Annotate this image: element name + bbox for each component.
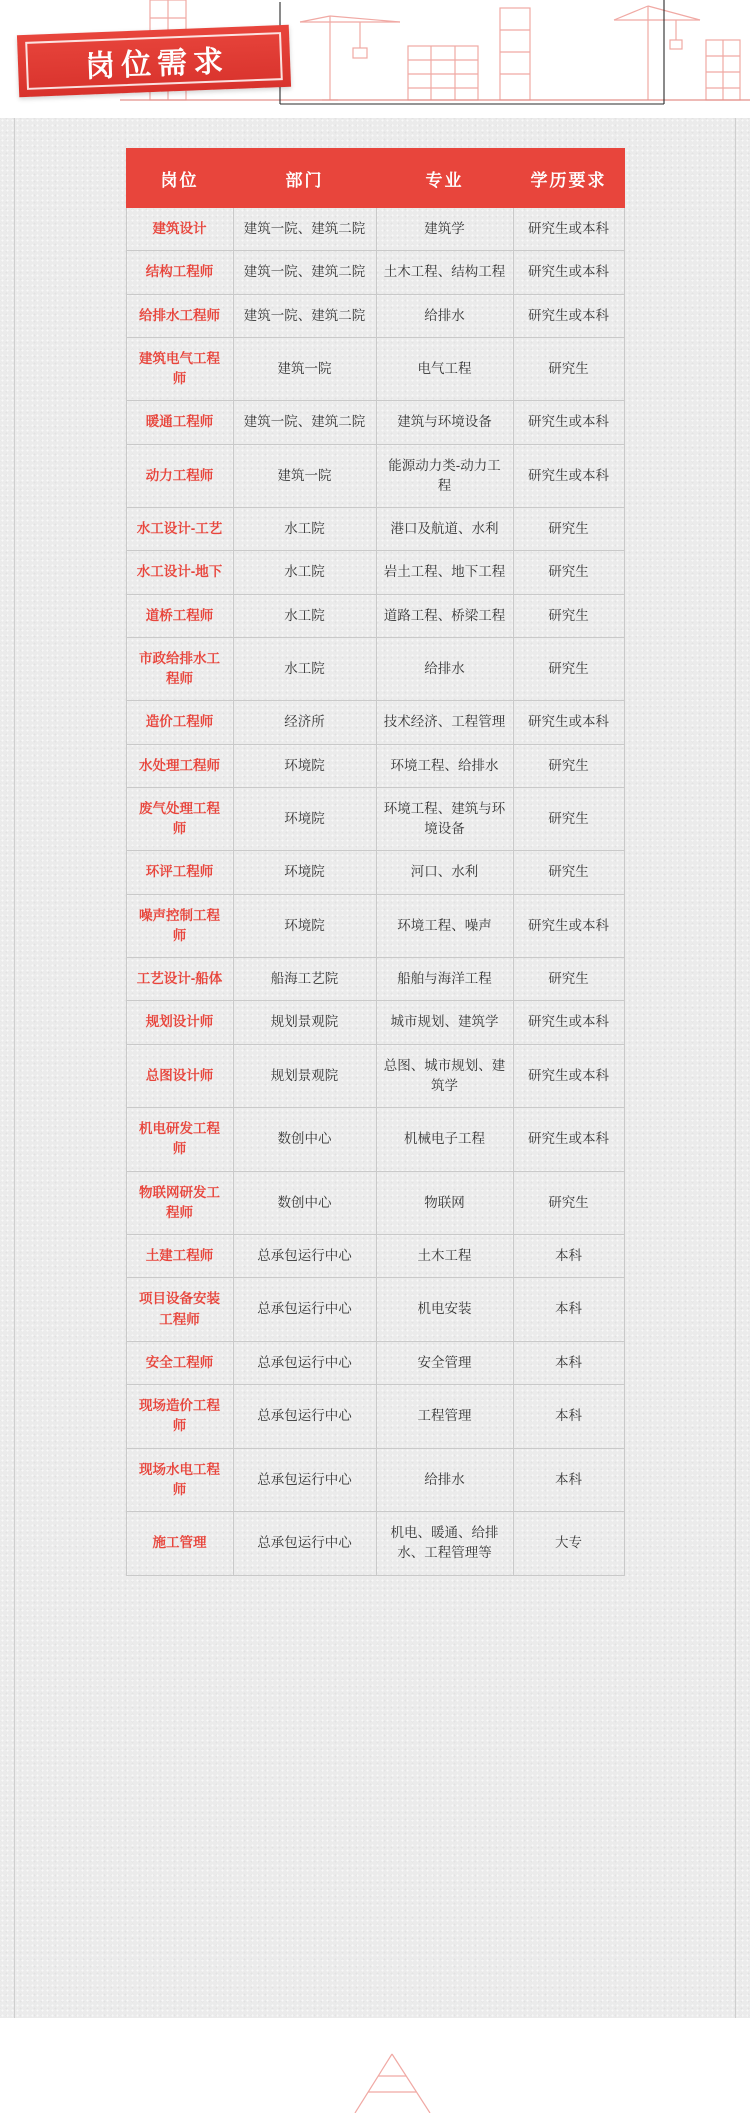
cell-post: 土建工程师 bbox=[126, 1235, 233, 1278]
cell-department: 环境院 bbox=[233, 894, 376, 958]
column-header-department: 部门 bbox=[233, 149, 376, 208]
cell-major: 环境工程、噪声 bbox=[376, 894, 513, 958]
cell-major: 土木工程 bbox=[376, 1235, 513, 1278]
right-rule-divider bbox=[735, 118, 736, 2018]
cell-post: 结构工程师 bbox=[126, 251, 233, 294]
cell-major: 安全管理 bbox=[376, 1341, 513, 1384]
cell-department: 水工院 bbox=[233, 594, 376, 637]
cell-department: 经济所 bbox=[233, 701, 376, 744]
cell-education: 研究生 bbox=[513, 551, 624, 594]
table-body bbox=[126, 208, 624, 1576]
cell-post: 废气处理工程师 bbox=[126, 787, 233, 851]
cell-education: 大专 bbox=[513, 1512, 624, 1576]
column-header-education: 学历要求 bbox=[513, 149, 624, 208]
cell-education: 研究生或本科 bbox=[513, 1044, 624, 1108]
cell-education: 本科 bbox=[513, 1278, 624, 1342]
cell-post: 造价工程师 bbox=[126, 701, 233, 744]
table-row bbox=[126, 1108, 624, 1172]
cell-education: 研究生或本科 bbox=[513, 701, 624, 744]
cell-education: 研究生 bbox=[513, 1171, 624, 1235]
footer-illustration-icon bbox=[0, 2018, 750, 2113]
header-decoration bbox=[0, 0, 750, 118]
cell-department: 数创中心 bbox=[233, 1108, 376, 1172]
cell-department: 总承包运行中心 bbox=[233, 1448, 376, 1512]
cell-department: 环境院 bbox=[233, 744, 376, 787]
cell-major: 总图、城市规划、建筑学 bbox=[376, 1044, 513, 1108]
table-row bbox=[126, 894, 624, 958]
cell-major: 环境工程、建筑与环境设备 bbox=[376, 787, 513, 851]
cell-major: 船舶与海洋工程 bbox=[376, 958, 513, 1001]
cell-department: 水工院 bbox=[233, 508, 376, 551]
footer-decoration bbox=[0, 2018, 750, 2113]
column-header-major: 专业 bbox=[376, 149, 513, 208]
cell-education: 本科 bbox=[513, 1235, 624, 1278]
cell-department: 建筑一院、建筑二院 bbox=[233, 294, 376, 337]
cell-department: 水工院 bbox=[233, 551, 376, 594]
cell-education: 研究生 bbox=[513, 508, 624, 551]
cell-post: 项目设备安装工程师 bbox=[126, 1278, 233, 1342]
cell-major: 给排水 bbox=[376, 294, 513, 337]
cell-post: 总图设计师 bbox=[126, 1044, 233, 1108]
table-row bbox=[126, 851, 624, 894]
cell-education: 研究生或本科 bbox=[513, 251, 624, 294]
cell-education: 研究生 bbox=[513, 851, 624, 894]
cell-education: 研究生 bbox=[513, 637, 624, 701]
cell-major: 建筑与环境设备 bbox=[376, 401, 513, 444]
cell-education: 研究生或本科 bbox=[513, 294, 624, 337]
table-row bbox=[126, 787, 624, 851]
cell-post: 现场水电工程师 bbox=[126, 1448, 233, 1512]
cell-department: 规划景观院 bbox=[233, 1001, 376, 1044]
cell-post: 安全工程师 bbox=[126, 1341, 233, 1384]
cell-major: 港口及航道、水利 bbox=[376, 508, 513, 551]
cell-major: 土木工程、结构工程 bbox=[376, 251, 513, 294]
cell-major: 技术经济、工程管理 bbox=[376, 701, 513, 744]
cell-education: 研究生或本科 bbox=[513, 401, 624, 444]
cell-post: 给排水工程师 bbox=[126, 294, 233, 337]
cell-department: 数创中心 bbox=[233, 1171, 376, 1235]
cell-major: 能源动力类-动力工程 bbox=[376, 444, 513, 508]
content-area bbox=[0, 118, 750, 2018]
table-row bbox=[126, 251, 624, 294]
cell-department: 环境院 bbox=[233, 851, 376, 894]
cell-post: 物联网研发工程师 bbox=[126, 1171, 233, 1235]
table-row bbox=[126, 1001, 624, 1044]
table-row bbox=[126, 208, 624, 251]
cell-department: 环境院 bbox=[233, 787, 376, 851]
table-row bbox=[126, 337, 624, 401]
table-row bbox=[126, 1512, 624, 1576]
cell-department: 总承包运行中心 bbox=[233, 1235, 376, 1278]
cell-post: 建筑设计 bbox=[126, 208, 233, 251]
cell-post: 道桥工程师 bbox=[126, 594, 233, 637]
table-row bbox=[126, 508, 624, 551]
cell-education: 研究生或本科 bbox=[513, 1108, 624, 1172]
job-requirements-table bbox=[126, 148, 625, 1576]
cell-education: 研究生 bbox=[513, 337, 624, 401]
table-row bbox=[126, 744, 624, 787]
table-row bbox=[126, 1044, 624, 1108]
cell-major: 给排水 bbox=[376, 637, 513, 701]
page-title: 岗位需求 bbox=[84, 45, 230, 84]
cell-education: 研究生或本科 bbox=[513, 894, 624, 958]
cell-education: 本科 bbox=[513, 1341, 624, 1384]
cell-major: 岩土工程、地下工程 bbox=[376, 551, 513, 594]
cell-education: 研究生 bbox=[513, 958, 624, 1001]
cell-post: 规划设计师 bbox=[126, 1001, 233, 1044]
table-row bbox=[126, 1171, 624, 1235]
cell-major: 给排水 bbox=[376, 1448, 513, 1512]
cell-department: 建筑一院 bbox=[233, 444, 376, 508]
cell-post: 施工管理 bbox=[126, 1512, 233, 1576]
cell-major: 工程管理 bbox=[376, 1385, 513, 1449]
cell-department: 船海工艺院 bbox=[233, 958, 376, 1001]
table-row bbox=[126, 1341, 624, 1384]
cell-education: 研究生 bbox=[513, 787, 624, 851]
table-row bbox=[126, 1278, 624, 1342]
table-row bbox=[126, 294, 624, 337]
table-header-row bbox=[126, 149, 624, 208]
cell-post: 动力工程师 bbox=[126, 444, 233, 508]
cell-post: 市政给排水工程师 bbox=[126, 637, 233, 701]
cell-major: 河口、水利 bbox=[376, 851, 513, 894]
table-row bbox=[126, 594, 624, 637]
cell-education: 研究生或本科 bbox=[513, 1001, 624, 1044]
cell-major: 电气工程 bbox=[376, 337, 513, 401]
column-header-post: 岗位 bbox=[126, 149, 233, 208]
cell-education: 研究生 bbox=[513, 744, 624, 787]
cell-department: 水工院 bbox=[233, 637, 376, 701]
table-row bbox=[126, 1235, 624, 1278]
cell-major: 道路工程、桥梁工程 bbox=[376, 594, 513, 637]
cell-department: 建筑一院、建筑二院 bbox=[233, 208, 376, 251]
table-row bbox=[126, 701, 624, 744]
table-row bbox=[126, 1385, 624, 1449]
table-row bbox=[126, 637, 624, 701]
cell-department: 建筑一院、建筑二院 bbox=[233, 401, 376, 444]
cell-post: 水工设计-工艺 bbox=[126, 508, 233, 551]
cell-education: 研究生或本科 bbox=[513, 208, 624, 251]
cell-education: 研究生或本科 bbox=[513, 444, 624, 508]
cell-post: 噪声控制工程师 bbox=[126, 894, 233, 958]
cell-post: 机电研发工程师 bbox=[126, 1108, 233, 1172]
table-row bbox=[126, 1448, 624, 1512]
cell-major: 机电安装 bbox=[376, 1278, 513, 1342]
cell-education: 本科 bbox=[513, 1448, 624, 1512]
cell-major: 机电、暖通、给排水、工程管理等 bbox=[376, 1512, 513, 1576]
table-row bbox=[126, 444, 624, 508]
cell-department: 建筑一院、建筑二院 bbox=[233, 251, 376, 294]
cell-education: 本科 bbox=[513, 1385, 624, 1449]
cell-major: 环境工程、给排水 bbox=[376, 744, 513, 787]
cell-post: 环评工程师 bbox=[126, 851, 233, 894]
cell-department: 总承包运行中心 bbox=[233, 1278, 376, 1342]
section-banner-frame bbox=[25, 32, 283, 90]
cell-post: 暖通工程师 bbox=[126, 401, 233, 444]
cell-post: 工艺设计-船体 bbox=[126, 958, 233, 1001]
cell-department: 总承包运行中心 bbox=[233, 1341, 376, 1384]
cell-department: 总承包运行中心 bbox=[233, 1512, 376, 1576]
cell-department: 规划景观院 bbox=[233, 1044, 376, 1108]
section-banner bbox=[17, 25, 291, 97]
table-row bbox=[126, 958, 624, 1001]
cell-major: 物联网 bbox=[376, 1171, 513, 1235]
table-row bbox=[126, 401, 624, 444]
cell-major: 机械电子工程 bbox=[376, 1108, 513, 1172]
table-row bbox=[126, 551, 624, 594]
cell-major: 建筑学 bbox=[376, 208, 513, 251]
cell-department: 建筑一院 bbox=[233, 337, 376, 401]
cell-post: 建筑电气工程师 bbox=[126, 337, 233, 401]
cell-major: 城市规划、建筑学 bbox=[376, 1001, 513, 1044]
cell-post: 水处理工程师 bbox=[126, 744, 233, 787]
cell-department: 总承包运行中心 bbox=[233, 1385, 376, 1449]
cell-post: 水工设计-地下 bbox=[126, 551, 233, 594]
left-rule-divider bbox=[14, 118, 15, 2018]
cell-education: 研究生 bbox=[513, 594, 624, 637]
table-header bbox=[126, 149, 624, 208]
cell-post: 现场造价工程师 bbox=[126, 1385, 233, 1449]
